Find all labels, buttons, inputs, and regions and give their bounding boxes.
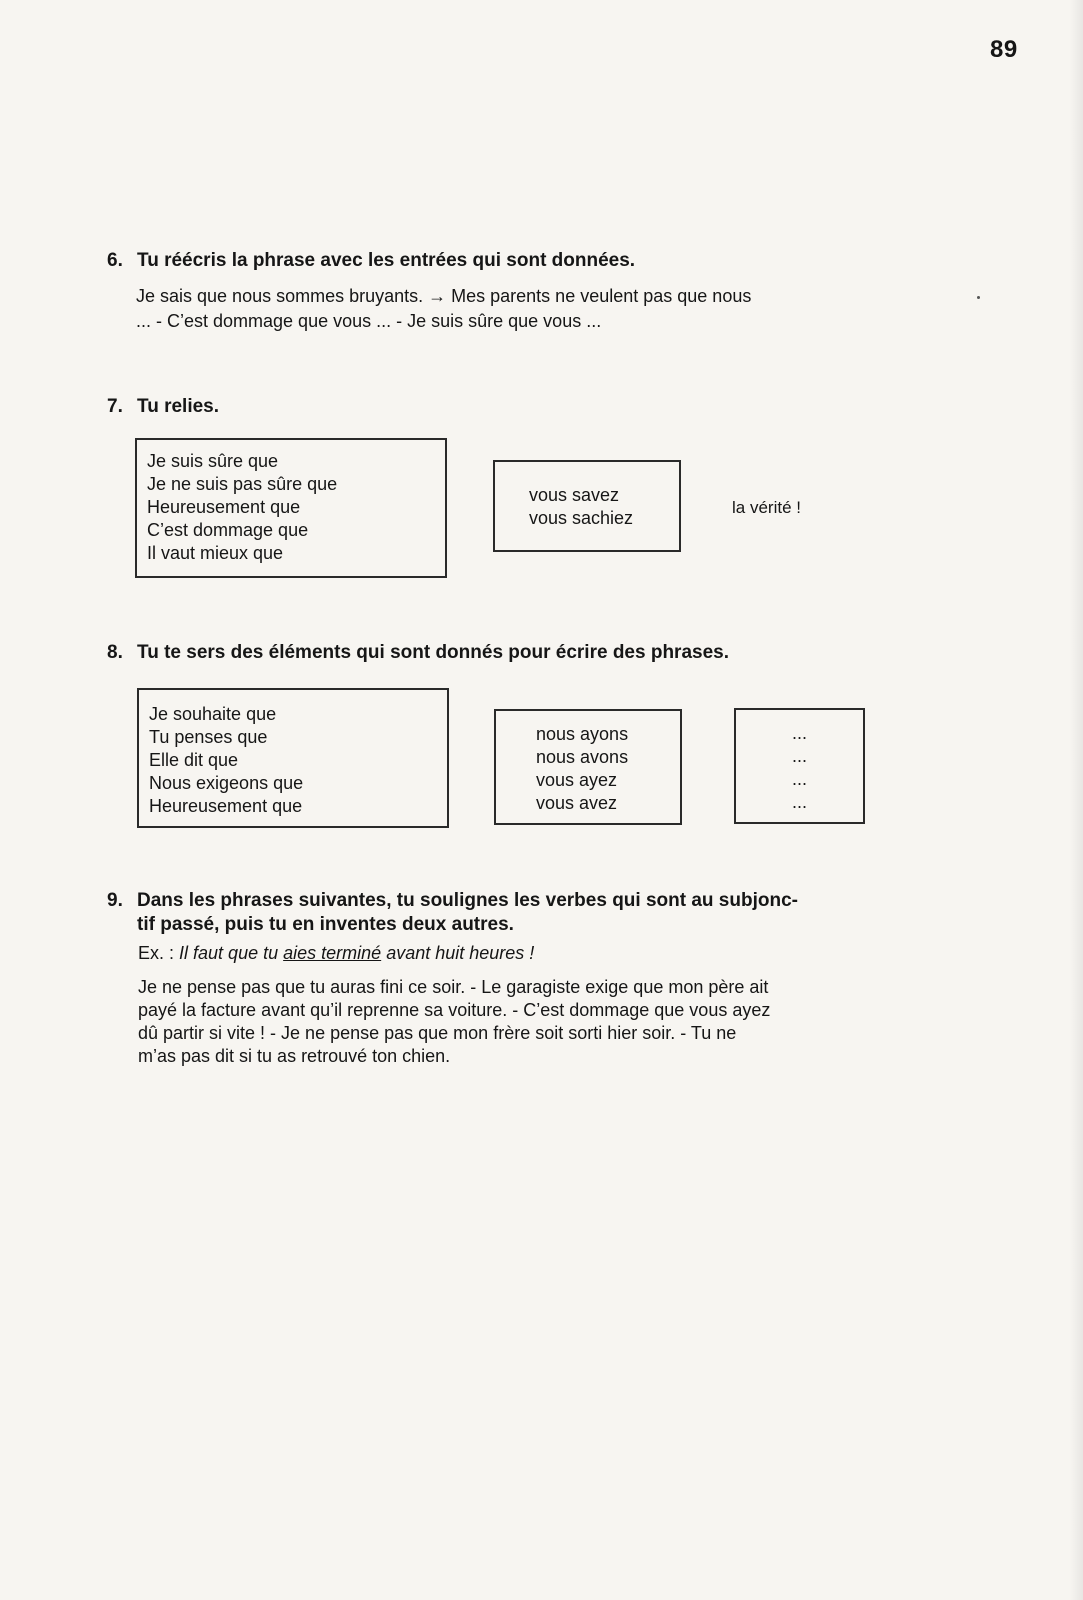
exercise-9-body-line: m’as pas dit si tu as retrouvé ton chien. (138, 1046, 451, 1066)
exercise-9-body-line: payé la facture avant qu’il reprenne sa voiture. - C’est dommage que vous ayez (138, 1000, 771, 1020)
exercise-8-left-item: Tu penses que (149, 727, 268, 747)
exercise-6-title: Tu réécris la phrase avec les entrées qui sont données. (137, 250, 636, 271)
exercise-7-middle-box (493, 460, 681, 552)
exercise-8-left-box (137, 688, 449, 828)
exercise-7-title: Tu relies. (137, 396, 220, 417)
exercise-7-number: 7. (107, 396, 123, 417)
exercise-6-line-1: Je sais que nous sommes bruyants. → Mes parents ne veulent pas que nous (136, 286, 752, 306)
exercise-7-left-item: Heureusement que (147, 497, 301, 517)
exercise-7-heading (107, 394, 219, 420)
exercise-9-title-line-1: Dans les phrases suivantes, tu soulignes les verbes qui sont au subjonc- (137, 890, 798, 911)
exercise-8-middle-item: vous ayez (536, 770, 618, 790)
exercise-8-middle-item: vous avez (536, 793, 618, 813)
exercise-8-left-item: Nous exigeons que (149, 773, 304, 793)
example-text-before: Il faut que tu (179, 943, 279, 963)
page-edge-shadow (1069, 0, 1083, 1600)
exercise-7-left-item: Il vaut mieux que (147, 543, 284, 563)
exercise-8-left-item: Je souhaite que (149, 704, 277, 724)
exercise-6-heading (107, 248, 635, 274)
exercise-7-left-item: Je ne suis pas sûre que (147, 474, 338, 494)
exercise-8-left-item: Heureusement que (149, 796, 303, 816)
exercise-8-right-item: ... (791, 792, 807, 812)
exercise-8-middle-item: nous ayons (536, 724, 629, 744)
exercise-8-number: 8. (107, 642, 123, 663)
exercise-9-title-line-2: tif passé, puis tu en inventes deux autres. (137, 914, 514, 935)
example-prefix: Ex. : (138, 943, 175, 963)
exercise-9-example (138, 941, 534, 965)
exercise-8-right-item: ... (791, 746, 807, 766)
exercise-6-line-2: ... - C’est dommage que vous ... - Je suis sûre que vous ... (136, 311, 602, 331)
exercise-7-left-box (135, 438, 447, 578)
exercise-8-heading (107, 640, 729, 666)
example-text-after: avant huit heures ! (386, 943, 535, 963)
exercise-7-left-item: Je suis sûre que (147, 451, 279, 471)
exercise-8-middle-item: nous avons (536, 747, 629, 767)
exercise-8-middle-box (494, 709, 682, 825)
exercise-8-right-box (734, 708, 865, 824)
exercise-9-body-line: Je ne pense pas que tu auras fini ce soir. - Le garagiste exige que mon père ait (138, 977, 769, 997)
exercise-6-number: 6. (107, 250, 123, 271)
exercise-9-number: 9. (107, 890, 123, 911)
exercise-9-body-line: dû partir si vite ! - Je ne pense pas que mon frère soit sorti hier soir. - Tu ne (138, 1023, 737, 1043)
exercise-7-middle-item: vous sachiez (529, 508, 634, 528)
example-underlined-verb: aies terminé (283, 943, 382, 963)
page-number: 89 (990, 36, 1018, 63)
exercise-9-heading (107, 888, 798, 914)
exercise-8-title: Tu te sers des éléments qui sont donnés pour écrire des phrases. (137, 642, 729, 663)
speck-mark (977, 296, 980, 299)
exercise-7-middle-item: vous savez (529, 485, 620, 505)
exercise-7-right-text: la vérité ! (732, 498, 801, 517)
exercise-8-right-item: ... (791, 769, 807, 789)
exercise-8-right-item: ... (791, 723, 807, 743)
exercise-7-left-item: C’est dommage que (147, 520, 309, 540)
exercise-8-left-item: Elle dit que (149, 750, 239, 770)
